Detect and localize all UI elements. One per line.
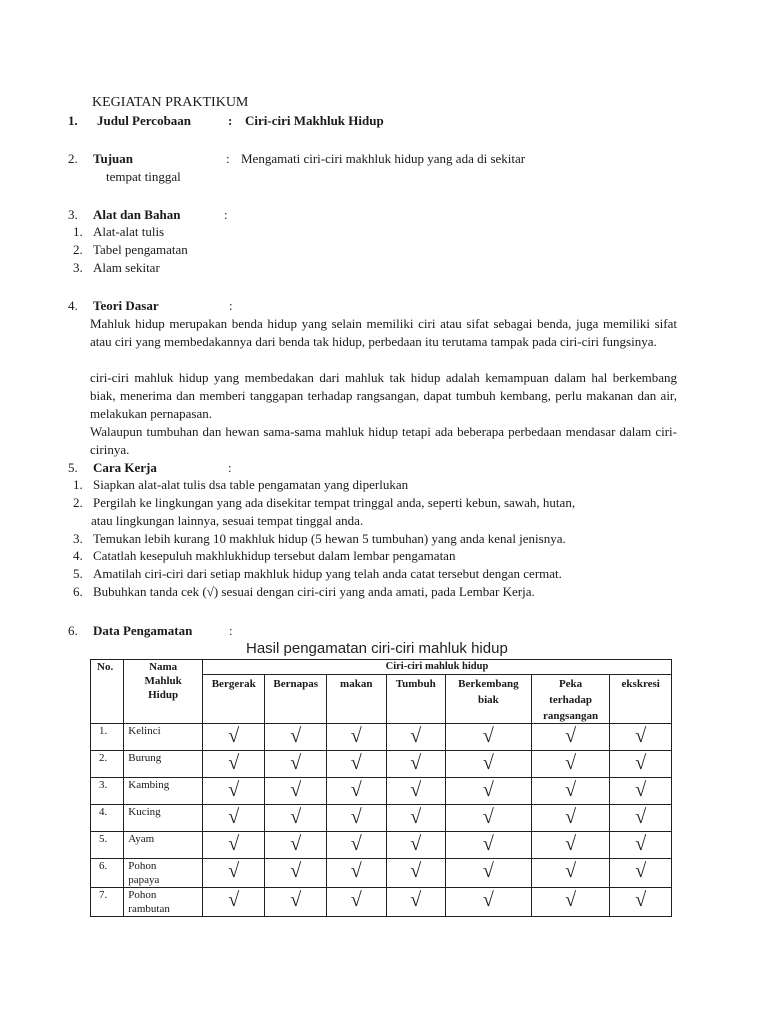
check-mark: √: [202, 832, 265, 859]
check-mark: √: [531, 805, 610, 832]
step-item: Amatilah ciri-ciri dari setiap makhluk hidup yang telah anda catat tersebut dengan cermat.: [93, 566, 562, 581]
section-4-colon: :: [229, 298, 233, 313]
check-mark: √: [265, 751, 327, 778]
check-mark: √: [531, 888, 610, 917]
check-mark: √: [531, 724, 610, 751]
check-mark: √: [446, 859, 532, 888]
section-3-label: Alat dan Bahan: [93, 207, 181, 222]
check-mark: √: [202, 888, 265, 917]
step-number: 3.: [73, 531, 83, 546]
table-caption: Hasil pengamatan ciri-ciri mahluk hidup: [246, 640, 508, 657]
header-column-line: Bergerak: [211, 678, 256, 690]
section-5-colon: :: [228, 460, 232, 475]
check-mark: √: [265, 888, 327, 917]
check-mark: √: [610, 751, 672, 778]
step-item-continuation: atau lingkungan lainnya, sesuai tempat tinggal anda.: [91, 513, 364, 528]
check-mark: √: [610, 805, 672, 832]
check-mark: √: [202, 805, 265, 832]
check-mark: √: [531, 832, 610, 859]
check-mark: √: [386, 724, 446, 751]
creature-name-line: Pohon: [128, 860, 157, 872]
header-column-line: Peka: [558, 678, 583, 690]
check-mark: √: [610, 832, 672, 859]
list-item-number: 1.: [73, 224, 83, 239]
check-mark: √: [265, 859, 327, 888]
section-4-number: 4.: [68, 298, 78, 313]
row-number: 1.: [91, 724, 124, 751]
check-mark: √: [327, 751, 387, 778]
check-mark: √: [202, 778, 265, 805]
section-6-number: 6.: [68, 623, 78, 638]
step-item: Bubuhkan tanda cek (√) sesuai dengan ciri-ciri yang anda amati, pada Lembar Kerja.: [93, 584, 535, 599]
header-column-line: Tumbuh: [395, 678, 436, 690]
header-name-line: Mahluk: [144, 675, 182, 687]
section-4-label: Teori Dasar: [93, 298, 159, 313]
check-mark: √: [386, 805, 446, 832]
list-item: Alat-alat tulis: [93, 224, 165, 239]
check-mark: √: [446, 832, 532, 859]
table-row: [91, 778, 672, 805]
section-2-colon: :: [226, 151, 230, 166]
list-item-number: 3.: [73, 260, 83, 275]
row-creature-name: [124, 778, 203, 805]
check-mark: √: [531, 778, 610, 805]
header-column: [202, 675, 265, 724]
step-item: Catatlah kesepuluh makhlukhidup tersebut dalam lembar pengamatan: [93, 548, 456, 563]
list-item-number: 2.: [73, 242, 83, 257]
header-column-line: rangsangan: [543, 710, 599, 722]
check-mark: √: [386, 778, 446, 805]
section-5-label: Cara Kerja: [93, 460, 157, 475]
step-number: 4.: [73, 548, 83, 563]
header-name-line: Nama: [149, 661, 178, 673]
header-column: [386, 675, 446, 724]
check-mark: √: [265, 778, 327, 805]
creature-name-line: rambutan: [128, 903, 170, 915]
header-group: Ciri-ciri mahluk hidup: [202, 660, 671, 675]
table-row: [91, 751, 672, 778]
check-mark: √: [610, 778, 672, 805]
header-column: [327, 675, 387, 724]
check-mark: √: [386, 832, 446, 859]
header-column-line: Berkembang: [458, 678, 519, 690]
page-title: KEGIATAN PRAKTIKUM: [92, 95, 249, 110]
row-creature-name: [124, 724, 203, 751]
creature-name-line: Kucing: [128, 806, 161, 818]
section-1-value: Ciri-ciri Makhluk Hidup: [245, 113, 384, 128]
check-mark: √: [610, 724, 672, 751]
creature-name-line: Kelinci: [128, 725, 161, 737]
check-mark: √: [610, 859, 672, 888]
row-creature-name: [124, 751, 203, 778]
check-mark: √: [327, 724, 387, 751]
step-item: Pergilah ke lingkungan yang ada disekitar tempat tringgal anda, seperti kebun, sawah, hutan,: [93, 495, 576, 510]
creature-name-line: Ayam: [128, 833, 155, 845]
creature-name-line: Burung: [128, 752, 162, 764]
row-number: 6.: [91, 859, 124, 888]
table-row: [91, 805, 672, 832]
check-mark: √: [386, 859, 446, 888]
check-mark: √: [531, 751, 610, 778]
header-column: [265, 675, 327, 724]
section-6-label: Data Pengamatan: [93, 623, 193, 638]
row-number: 2.: [91, 751, 124, 778]
header-column-line: Bernapas: [273, 678, 319, 690]
check-mark: √: [327, 778, 387, 805]
row-number: 3.: [91, 778, 124, 805]
step-item: Siapkan alat-alat tulis dsa table pengamatan yang diperlukan: [93, 477, 409, 492]
table-row: [91, 724, 672, 751]
check-mark: √: [202, 751, 265, 778]
step-number: 2.: [73, 495, 83, 510]
creature-name-line: papaya: [128, 874, 160, 886]
header-column: [531, 675, 610, 724]
creature-name-line: Kambing: [128, 779, 170, 791]
header-no: No.: [91, 660, 124, 724]
check-mark: √: [202, 859, 265, 888]
check-mark: √: [446, 805, 532, 832]
header-name-line: Hidup: [148, 689, 179, 701]
step-item: Temukan lebih kurang 10 makhluk hidup (5 hewan 5 tumbuhan) yang anda kenal jenisnya.: [93, 531, 566, 546]
section-6-colon: :: [229, 623, 233, 638]
check-mark: √: [446, 724, 532, 751]
row-creature-name: [124, 805, 203, 832]
header-name: [124, 660, 203, 724]
section-3-colon: :: [224, 207, 228, 222]
check-mark: √: [265, 724, 327, 751]
row-creature-name: [124, 888, 203, 917]
header-column: [610, 675, 672, 724]
row-creature-name: [124, 859, 203, 888]
table-row: [91, 859, 672, 888]
step-number: 6.: [73, 584, 83, 599]
section-3-number: 3.: [68, 207, 78, 222]
check-mark: √: [610, 888, 672, 917]
header-column-line: biak: [477, 694, 499, 706]
step-number: 1.: [73, 477, 83, 492]
check-mark: √: [446, 778, 532, 805]
step-number: 5.: [73, 566, 83, 581]
check-mark: √: [446, 751, 532, 778]
check-mark: √: [327, 888, 387, 917]
section-2-value: Mengamati ciri-ciri makhluk hidup yang ada di sekitar: [241, 151, 526, 166]
check-mark: √: [327, 805, 387, 832]
list-item: Alam sekitar: [93, 260, 160, 275]
check-mark: √: [531, 859, 610, 888]
section-1-number: 1.: [68, 113, 78, 128]
section-2-number: 2.: [68, 151, 78, 166]
row-number: 7.: [91, 888, 124, 917]
theory-paragraph-3: Walaupun tumbuhan dan hewan sama-sama mahluk hidup tetapi ada beberapa perbedaan mendasar dalam ciri-cirinya.: [90, 424, 677, 457]
section-5-number: 5.: [68, 460, 78, 475]
check-mark: √: [446, 888, 532, 917]
check-mark: √: [327, 859, 387, 888]
check-mark: √: [327, 832, 387, 859]
check-mark: √: [265, 832, 327, 859]
observation-table: [90, 659, 672, 917]
table-row: [91, 832, 672, 859]
check-mark: √: [265, 805, 327, 832]
check-mark: √: [386, 888, 446, 917]
list-item: Tabel pengamatan: [93, 242, 188, 257]
header-column: [446, 675, 532, 724]
section-1-label: Judul Percobaan: [97, 113, 192, 128]
section-1-colon: :: [228, 113, 233, 128]
theory-paragraph-2: ciri-ciri mahluk hidup yang membedakan dari mahluk tak hidup adalah kemampuan dalam hal berkembang biak, menerima dan memberi tanggapan terhadap rangsangan, dapat tumbuh kembang, perlu makanan dan air, melakukan pernapasan.: [90, 370, 677, 421]
row-number: 5.: [91, 832, 124, 859]
section-2-label: Tujuan: [93, 151, 133, 166]
row-creature-name: [124, 832, 203, 859]
check-mark: √: [386, 751, 446, 778]
section-2-continuation: tempat tinggal: [106, 169, 181, 184]
header-column-line: terhadap: [549, 694, 592, 706]
header-column-line: ekskresi: [621, 678, 660, 690]
table-row: [91, 888, 672, 917]
check-mark: √: [202, 724, 265, 751]
row-number: 4.: [91, 805, 124, 832]
creature-name-line: Pohon: [128, 889, 157, 901]
theory-paragraph-1: Mahluk hidup merupakan benda hidup yang selain memiliki ciri atau sifat sebagai benda, juga memiliki sifat atau ciri yang membedakannya dari benda tak hidup, perbedaan itu terutama tampak pada ciri-ciri fungsinya.: [90, 316, 677, 349]
header-column-line: makan: [340, 678, 373, 690]
